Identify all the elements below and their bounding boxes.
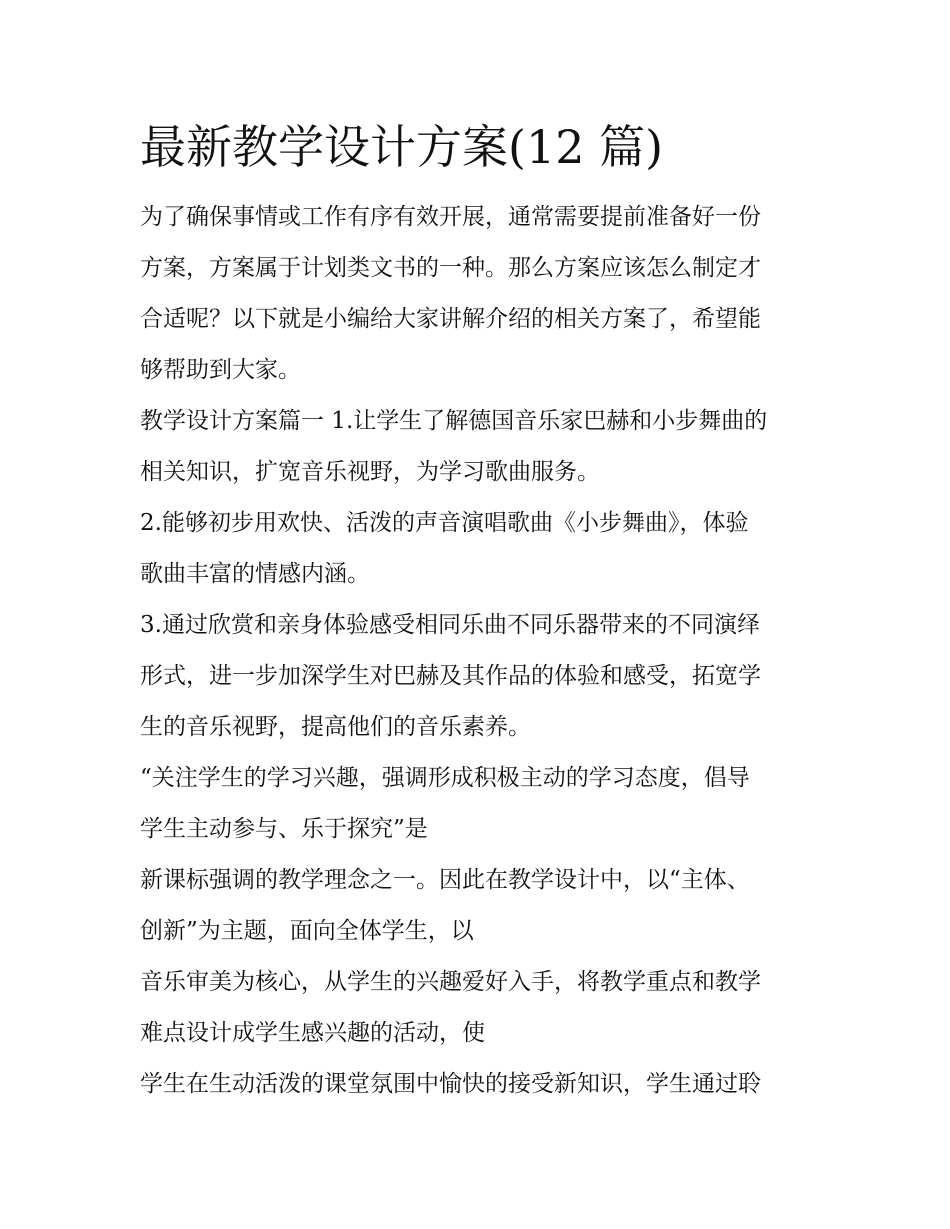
- text-line: “关注学生的学习兴趣，强调形成积极主动的学习态度，倡导: [140, 765, 750, 791]
- text-line: 够帮助到大家。: [140, 357, 301, 383]
- text-line: 创新”为主题，面向全体学生，以: [140, 918, 474, 944]
- text-line: 2.能够初步用欢快、活泼的声音演唱歌曲《小步舞曲》，体验: [140, 510, 749, 536]
- document-body: [140, 192, 820, 1110]
- text-line: 为了确保事情或工作有序有效开展，通常需要提前准备好一份: [140, 204, 761, 230]
- text-line: 3.通过欣赏和亲身体验感受相同乐曲不同乐器带来的不同演绎: [140, 612, 760, 638]
- text-line: 学生在生动活泼的课堂氛围中愉快的接受新知识，学生通过聆: [140, 1071, 761, 1097]
- text-line: 新课标强调的教学理念之一。因此在教学设计中，以“主体、: [140, 867, 750, 893]
- document-page: [140, 112, 820, 1110]
- text-line: 合适呢？以下就是小编给大家讲解介绍的相关方案了，希望能: [140, 306, 761, 332]
- text-line: 歌曲丰富的情感内涵。: [140, 561, 370, 587]
- text-line: 难点设计成学生感兴趣的活动，使: [140, 1020, 485, 1046]
- text-line: 形式，进一步加深学生对巴赫及其作品的体验和感受，拓宽学: [140, 663, 761, 689]
- text-line: 学生主动参与、乐于探究”是: [140, 816, 428, 842]
- text-line: 相关知识，扩宽音乐视野，为学习歌曲服务。: [140, 459, 600, 485]
- text-line: 音乐审美为核心，从学生的兴趣爱好入手，将教学重点和教学: [140, 969, 761, 995]
- document-title: 最新教学设计方案(12 篇): [140, 120, 664, 174]
- text-line: 方案，方案属于计划类文书的一种。那么方案应该怎么制定才: [140, 255, 761, 281]
- text-line: 生的音乐视野，提高他们的音乐素养。: [140, 714, 531, 740]
- text-line: 教学设计方案篇一 1.让学生了解德国音乐家巴赫和小步舞曲的: [140, 408, 768, 434]
